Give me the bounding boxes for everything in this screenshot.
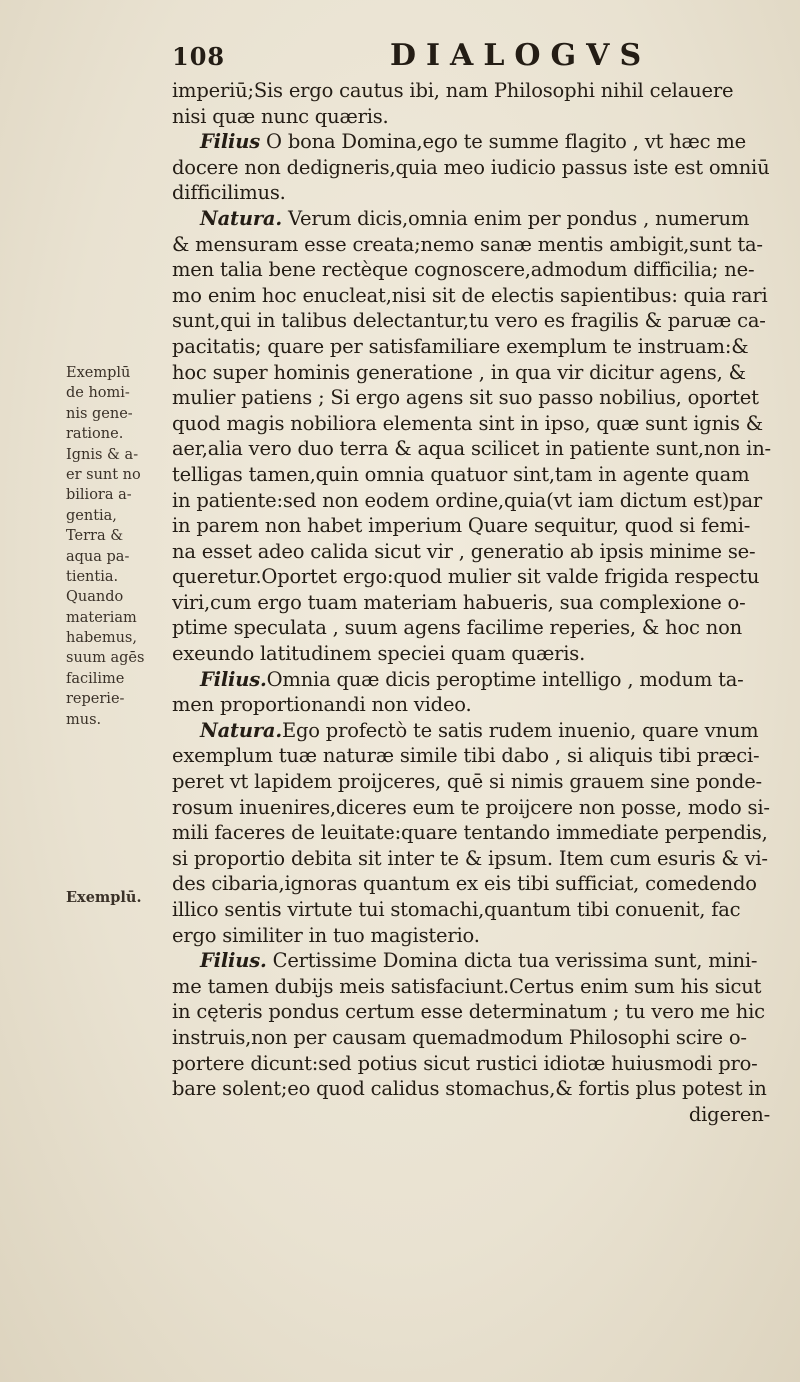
line-text: peret vt lapidem proijceres, quē si nimis grauem sine ponde-: [172, 770, 762, 794]
speaker-label: Filius.: [200, 667, 267, 691]
line-text: docere non dedigneris,quia meo iudicio passus iste est omniū: [172, 155, 770, 179]
line-text: nisi quæ nunc quæris.: [172, 104, 389, 128]
margin-note-line: mus.: [66, 711, 102, 728]
text-line: [172, 948, 784, 974]
line-text: & mensuram esse creata;nemo sanæ mentis ambigit,sunt ta-: [172, 232, 763, 256]
page-header: [0, 36, 800, 76]
text-line: [172, 718, 784, 744]
margin-note-line: aqua pa-: [66, 548, 130, 565]
text-line: [172, 871, 784, 897]
margin-note-line: Quando: [66, 589, 124, 606]
text-line: [172, 334, 784, 360]
line-text: si proportio debita sit inter te & ipsum. Item cum esuris & vi-: [172, 846, 768, 870]
text-line: [172, 1051, 784, 1077]
line-text: in patiente:sed non eodem ordine,quia(vt iam dictum est)par: [172, 488, 763, 512]
margin-note-line: Terra &: [66, 528, 124, 545]
text-line: [172, 820, 784, 846]
text-line: [172, 667, 784, 693]
margin-note-line: suum agēs: [66, 650, 145, 667]
line-text: viri,cum ergo tuam materiam habueris, sua complexione o-: [172, 590, 746, 614]
margin-note-line: nis gene-: [66, 405, 133, 422]
main-text-block: [172, 78, 784, 1127]
text-line: [172, 795, 784, 821]
line-text: portere dicunt:sed potius sicut rustici idiotæ huiusmodi pro-: [172, 1051, 758, 1075]
margin-note-line: gentia,: [66, 507, 117, 524]
line-text: na esset adeo calida sicut vir , generatio ab ipsis minime se-: [172, 539, 756, 563]
text-line: [172, 513, 784, 539]
line-text: mulier patiens ; Si ergo agens sit suo passo nobilius, oportet: [172, 386, 759, 410]
text-line: [172, 462, 784, 488]
margin-note-line: habemus,: [66, 630, 137, 647]
line-text: illico sentis virtute tui stomachi,quantum tibi conuenit, fac: [172, 898, 741, 921]
margin-note-line: Ignis & a-: [66, 446, 139, 463]
text-line: [172, 436, 784, 462]
line-text: Omnia quæ dicis peroptime intelligo , modum ta-: [266, 667, 744, 691]
line-text: in cęteris pondus certum esse determinatum ; tu vero me hic: [172, 1000, 765, 1024]
text-line: [172, 641, 784, 667]
line-text: digeren-: [688, 1102, 770, 1126]
line-text: instruis,non per causam quemadmodum Philosophi scire o-: [172, 1025, 747, 1049]
line-text: men proportionandi non video.: [172, 693, 472, 717]
line-text: mo enim hoc enucleat,nisi sit de electis sapientibus: quia rari: [172, 283, 768, 307]
text-line: [172, 257, 784, 283]
line-text: pacitatis; quare per satisfamiliare exemplum te instruam:&: [172, 334, 749, 358]
margin-note-line: Exemplū: [66, 365, 131, 381]
text-line: [172, 104, 784, 130]
text-line: [172, 769, 784, 795]
line-text: rosum inuenires,diceres eum te proijcere non posse, modo si-: [172, 795, 770, 819]
text-line: [172, 692, 784, 718]
text-line: [172, 78, 784, 104]
margin-note-line: ratione.: [66, 426, 124, 443]
line-text: quod magis nobiliora elementa sint in ipso, quæ sunt ignis &: [172, 411, 763, 435]
text-line: [172, 283, 784, 309]
text-line: [172, 206, 784, 232]
line-text: Ego profectò te satis rudem inuenio, quare vnum: [281, 718, 759, 742]
margin-note-exemplum: [66, 888, 170, 908]
line-text: ergo similiter in tuo magisterio.: [172, 923, 480, 947]
line-text: hoc super hominis generatione , in qua vir dicitur agens, &: [172, 360, 746, 384]
line-text: exemplum tuæ naturæ simile tibi dabo , si aliquis tibi præci-: [172, 744, 760, 768]
line-text: imperiū;Sis ergo cautus ibi, nam Philosophi nihil celauere: [172, 79, 734, 102]
text-line: [172, 539, 784, 565]
text-line: [172, 615, 784, 641]
speaker-label: Natura.: [200, 718, 282, 742]
text-line: [172, 308, 784, 334]
speaker-label: Filius: [200, 130, 261, 154]
text-line: [172, 488, 784, 514]
margin-note-line: biliora a-: [66, 487, 132, 504]
margin-note-line: reperie-: [66, 691, 125, 708]
line-text: aer,alia vero duo terra & aqua scilicet in patiente sunt,non in-: [172, 437, 771, 461]
margin-note-exemplum-generatione: [66, 363, 170, 730]
line-text: des cibaria,ignoras quantum ex eis tibi sufficiat, comedendo: [172, 872, 757, 896]
text-line: [172, 999, 784, 1025]
line-text: men talia bene rectèque cognoscere,admodum difficilia; ne-: [172, 258, 755, 282]
line-text: Verum dicis,omnia enim per pondus , numerum: [281, 206, 750, 230]
text-line: [172, 897, 784, 923]
line-text: me tamen dubijs meis satisfaciunt.Certus enim sum his sicut: [172, 974, 762, 998]
line-text: bare solent;eo quod calidus stomachus,& fortis plus potest in: [172, 1077, 767, 1101]
margin-note-line: er sunt no: [66, 466, 141, 483]
text-line: [172, 974, 784, 1000]
text-line: [172, 232, 784, 258]
speaker-label: Filius.: [200, 949, 267, 973]
text-line: [172, 360, 784, 386]
text-line: [172, 564, 784, 590]
line-text: queretur.Oportet ergo:quod mulier sit valde frigida respectu: [172, 565, 760, 589]
running-title: DIALOGVS: [390, 38, 652, 73]
line-text: Certissime Domina dicta tua verissima sunt, mini-: [266, 949, 758, 973]
text-line: [172, 743, 784, 769]
line-text: telligas tamen,quin omnia quatuor sint,tam in agente quam: [172, 462, 750, 486]
line-text: mili faceres de leuitate:quare tentando immediate perpendis,: [172, 821, 768, 845]
text-line: [172, 155, 784, 181]
line-text: exeundo latitudinem speciei quam quæris.: [172, 642, 586, 666]
margin-note-line: materiam: [66, 609, 137, 626]
margin-note-line: de homi-: [66, 385, 130, 402]
text-line: [172, 923, 784, 949]
margin-note-line: Exemplū.: [66, 889, 142, 906]
text-line: [172, 385, 784, 411]
margin-note-line: facilime: [66, 670, 125, 687]
text-line: [172, 846, 784, 872]
page-number: 108: [172, 42, 226, 71]
line-text: in parem non habet imperium Quare sequitur, quod si femi-: [172, 514, 751, 538]
margin-note-line: tientia.: [66, 568, 119, 585]
text-line: [172, 1076, 784, 1102]
line-text: ptime speculata , suum agens facilime reperies, & hoc non: [172, 616, 742, 640]
speaker-label: Natura.: [200, 206, 282, 230]
line-text: O bona Domina,ego te summe flagito , vt hæc me: [260, 130, 746, 154]
text-line: [172, 129, 784, 155]
text-line: [172, 1025, 784, 1051]
line-text: difficilimus.: [172, 181, 286, 205]
text-line: [172, 411, 784, 437]
text-line: [172, 180, 784, 206]
line-text: sunt,qui in talibus delectantur,tu vero es fragilis & paruæ ca-: [172, 309, 766, 333]
catchword: [172, 1102, 784, 1128]
text-line: [172, 590, 784, 616]
